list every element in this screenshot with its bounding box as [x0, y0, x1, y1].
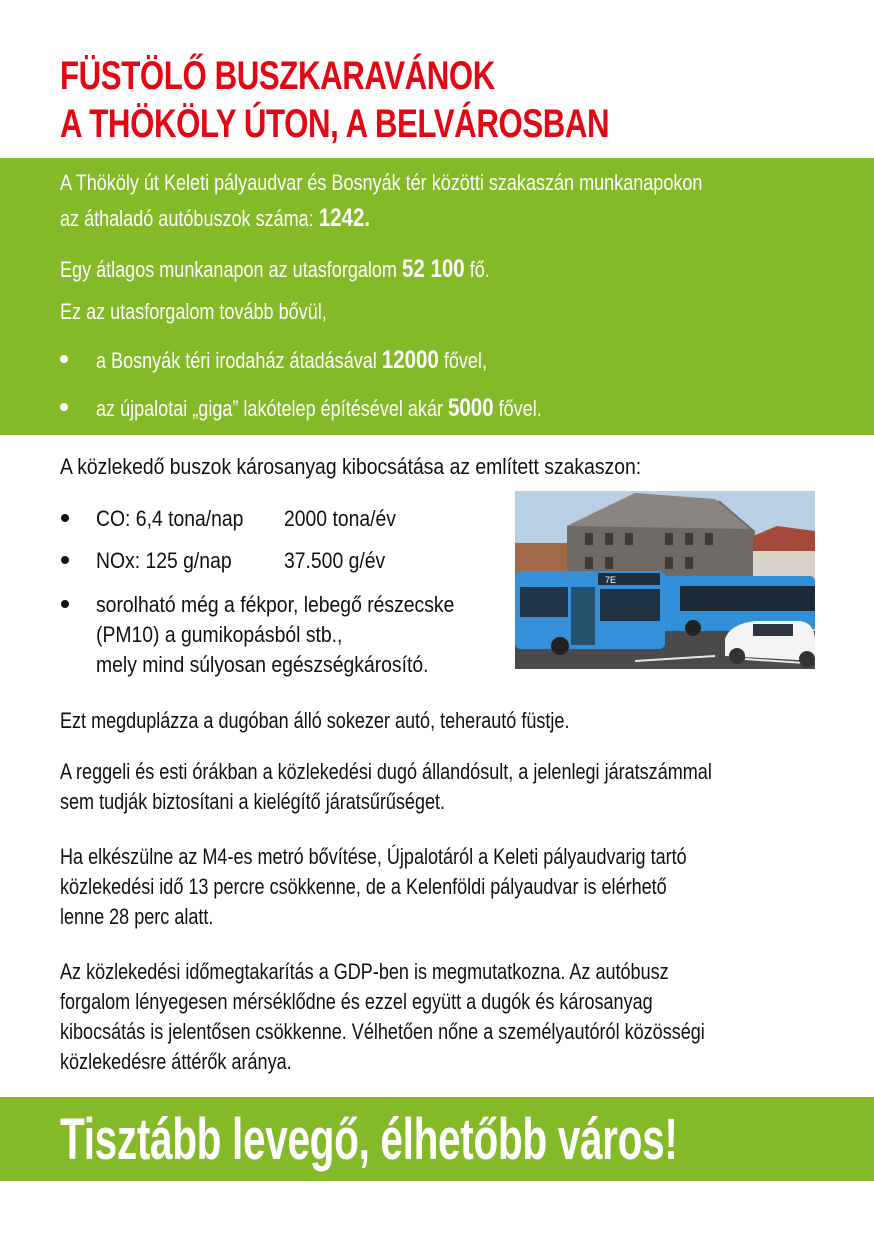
emissions-heading: A közlekedő buszok károsanyag kibocsátása az említett szakaszon: [60, 454, 642, 479]
paragraph-3: Ha elkészülne az M4-es metró bővítése, Újpalotáról a Keleti pályaudvarig tartó közlekedési idő 13 percre csökkenne, de a Kelenföldi pályaudvar is elérhető lenne 28 perc alatt. [60, 844, 687, 929]
bullet-icon [61, 556, 69, 564]
co-daily: CO: 6,4 tona/nap [96, 506, 244, 531]
bus-photo [515, 491, 815, 669]
bus-count: 1242. [318, 204, 371, 232]
nox-daily: NOx: 125 g/nap [96, 548, 232, 573]
intro-line-1: A Thököly út Keleti pályaudvar és Bosnyák tér közötti szakaszán munkanapokon [60, 170, 703, 195]
co-yearly: 2000 tona/év [284, 506, 396, 531]
paragraph-4: Az közlekedési időmegtakarítás a GDP-ben is megmutatkozna. Az autóbusz forgalom lényegesen mérséklődne és ezzel együtt a dugók és károsanyag kibocsátás is jelentősen csökkenne. Vélhetően nőne a személyautóról közösségi közlekedésre áttérők aránya. [60, 959, 705, 1074]
bus-photo-illustration [515, 491, 815, 669]
paragraph-1: Ezt megduplázza a dugóban álló sokezer autó, teherautó füstje. [60, 708, 570, 733]
nox-yearly: 37.500 g/év [284, 548, 386, 573]
bullet-icon [61, 514, 69, 522]
intro-bullet-1: a Bosnyák téri irodaház átadásával 12000 fővel, [96, 346, 487, 374]
intro-line-3: Egy átlagos munkanapon az utasforgalom 52 100 fő. [60, 255, 490, 283]
bullet-icon [61, 600, 69, 608]
page-title [60, 52, 609, 148]
paragraph-2: A reggeli és esti órákban a közlekedési dugó állandósult, a jelenlegi járatszámmal sem tudják biztosítani a kielégítő járatsűrűséget. [60, 759, 712, 814]
svg-text:7E: 7E [605, 575, 617, 585]
intro-band [0, 158, 874, 435]
bullet-icon [60, 355, 68, 363]
intro-line-4: Ez az utasforgalom tovább bővül, [60, 299, 327, 324]
intro-line-2: az áthaladó autóbuszok száma: 1242. [60, 204, 371, 232]
title-line-1: FÜSTÖLŐ BUSZKARAVÁNOK [60, 54, 495, 98]
bullet-icon [60, 403, 68, 411]
passenger-count: 52 100 [401, 255, 465, 283]
title-line-2: A THÖKÖLY ÚTON, A BELVÁROSBAN [60, 102, 610, 146]
emissions-extra: sorolható még a fékpor, lebegő részecske (PM10) a gumikopásból stb., mely mind súlyosan egészségkárosító. [96, 592, 455, 677]
intro-bullet-2: az újpalotai „giga” lakótelep építésével akár 5000 fővel. [96, 394, 542, 422]
slogan: Tisztább levegő, élhetőbb város! [60, 1107, 678, 1172]
